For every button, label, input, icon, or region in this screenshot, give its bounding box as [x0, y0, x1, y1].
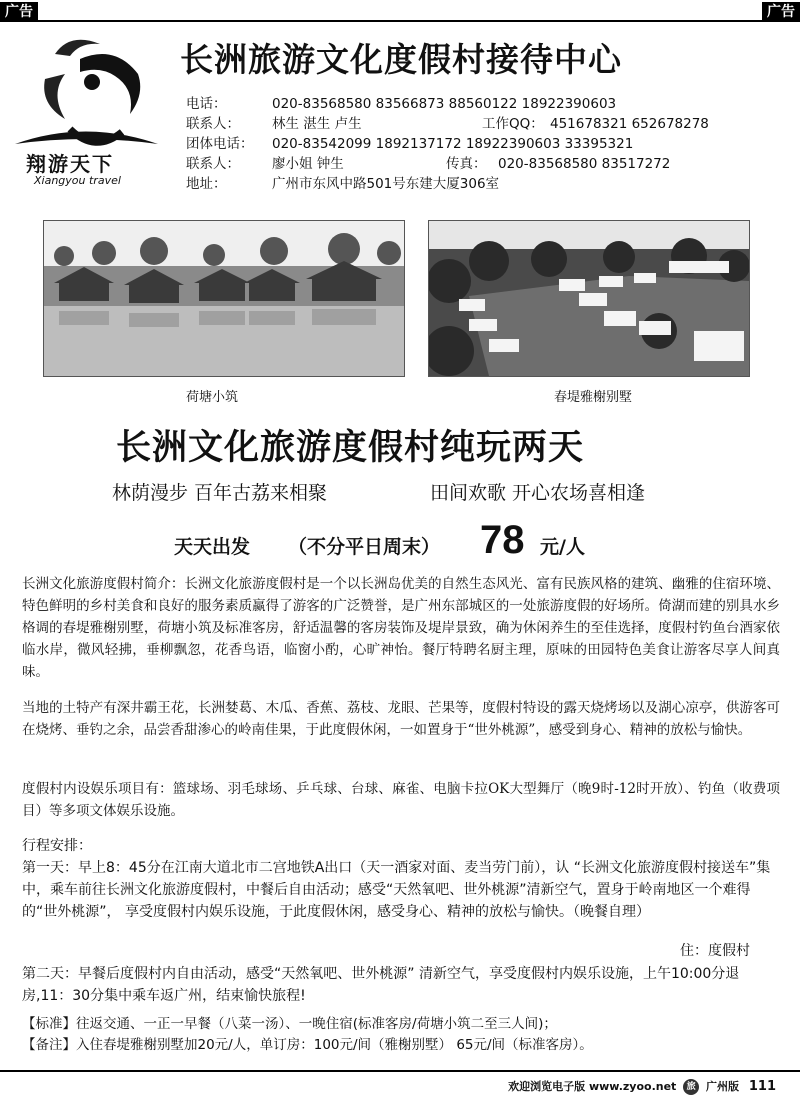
bottom-rule [0, 1070, 800, 1072]
travel-badge-icon: 旅 [683, 1079, 699, 1095]
top-rule [0, 20, 800, 22]
address-value: 广州市东风中路501号东建大厦306室 [272, 176, 500, 192]
footer-text: 欢迎浏览电子版 www.zyoo.net [508, 1080, 677, 1093]
slogan-right: 田间欢歌 开心农场喜相逢 [430, 482, 646, 504]
group-label: 团体电话： [186, 136, 254, 152]
agency-title: 长洲旅游文化度假村接待中心 [180, 40, 622, 79]
photo1-caption: 荷塘小筑 [186, 390, 239, 405]
price-amount: 78 [480, 518, 525, 562]
lotus-pond-huts-photo [43, 220, 405, 377]
schedule-day1: 第一天：早上8：45分在江南大道北市二宫地铁A出口（天一酒家对面、麦当劳门前），认 “长洲文化旅游度假村接送车”集中，乘车前往长洲文化旅游度假村，中餐后自由活动；感受“天然氧吧、世外桃源”清新空气，置身于岭南地区一个难得的“世外桃源”， 享受度假村内娱乐设施，于此度假休闲，感受身心、精神的放松与愉快。（晚餐自理） [22, 860, 771, 920]
contact2-value: 廖小姐 钟生 [272, 156, 344, 172]
schedule-day2: 第二天：早餐后度假村内自由活动，感受“天然氧吧、世外桃源” 清新空气，享受度假村内娱乐设施，上午10:00分退房,11：30分集中乘车返广州，结束愉快旅程! [22, 966, 740, 1004]
qq-label: 工作QQ： [482, 116, 544, 132]
ad-tag-left: 广告 [0, 2, 38, 22]
price-note: （不分平日周末） [288, 536, 441, 558]
lakeside-villas-photo [428, 220, 750, 377]
photo2-caption: 春堤雅榭别墅 [554, 390, 633, 405]
qq-value: 451678321 652678278 [550, 116, 709, 132]
contact-row-contacts2 [186, 154, 671, 174]
headline: 长洲文化旅游度假村纯玩两天 [116, 427, 585, 468]
facilities-paragraph: 度假村内设娱乐项目有：篮球场、羽毛球场、乒乓球、台球、麻雀、电脑卡拉OK大型舞厅（晚9时-12时开放）、钓鱼（收费项目）等多项文体娱乐设施。 [22, 781, 780, 819]
slogan-left: 林荫漫步 百年古荔来相聚 [112, 482, 328, 504]
fax-label: 传真： [446, 156, 487, 172]
contact-row-group [186, 134, 633, 154]
price-lead: 天天出发 [174, 536, 251, 558]
logo-chinese-name: 翔游天下 [26, 152, 114, 176]
price-row [0, 518, 800, 568]
price-unit: 元/人 [540, 536, 585, 558]
phone-value: 020-83568580 83566873 88560122 18922390603 [272, 96, 617, 112]
phone-label: 电话： [186, 96, 227, 112]
contact-label: 联系人： [186, 116, 240, 132]
footer-edition: 广州版 [706, 1080, 740, 1093]
contact-row-contacts [186, 114, 709, 134]
address-label: 地址： [186, 176, 227, 192]
schedule-stay: 住：度假村 [680, 943, 750, 959]
note-standard: 【标准】往返交通、一正一早餐（八菜一汤）、一晚住宿(标准客房/荷塘小筑二至三人间)； [22, 1016, 557, 1032]
contact-row-address [186, 174, 499, 194]
footer [508, 1078, 776, 1095]
ad-tag-right: 广告 [762, 2, 800, 22]
contact2-label: 联系人： [186, 156, 240, 172]
contact-value: 林生 湛生 卢生 [272, 116, 362, 132]
fax-value: 020-83568580 83517272 [498, 156, 671, 172]
schedule-title: 行程安排： [22, 838, 92, 854]
contact-row-phone [186, 94, 616, 114]
local-products-paragraph: 当地的土特产有深井霸王花，长洲婪葛、木瓜、香蕉、荔枝、龙眼、芒果等，度假村特设的露天烧烤场以及湖心凉亭，供游客可在烧烤、垂钓之余，品尝香甜渗心的岭南佳果，于此度假休闲，一如置身于“世外桃源”，感受到身心、精神的放松与愉快。 [22, 700, 780, 738]
group-value: 020-83542099 18921371​72 18922390603 33395321 [272, 136, 634, 152]
intro-paragraph: 长洲文化旅游度假村简介：长洲文化旅游度假村是一个以长洲岛优美的自然生态风光、富有民族风格的建筑、幽雅的住宿环境、特色鲜明的乡村美食和良好的服务素质赢得了游客的广泛赞誉，是广州东部城区的一处旅游度假的好场所。倚湖而建的别具水乡格调的春堤雅榭别墅，荷塘小筑及标准客房，舒适温馨的客房装饰及堤岸景致，确为休闲养生的至佳选择，度假村钓鱼台酒家依临水岸，微风轻拂，垂柳飘忽，花香鸟语，临窗小酌，心旷神怡。餐厅特聘名厨主理，原味的田园特色美食让游客尽享人间真味。 [22, 576, 780, 680]
logo-english-name: Xiangyou travel [34, 174, 121, 187]
note-remark: 【备注】入住春堤雅榭别墅加20元/人，单订房：100元/间（雅榭别墅） 65元/间（标准客房）。 [22, 1037, 593, 1053]
page-number: 111 [748, 1079, 776, 1094]
